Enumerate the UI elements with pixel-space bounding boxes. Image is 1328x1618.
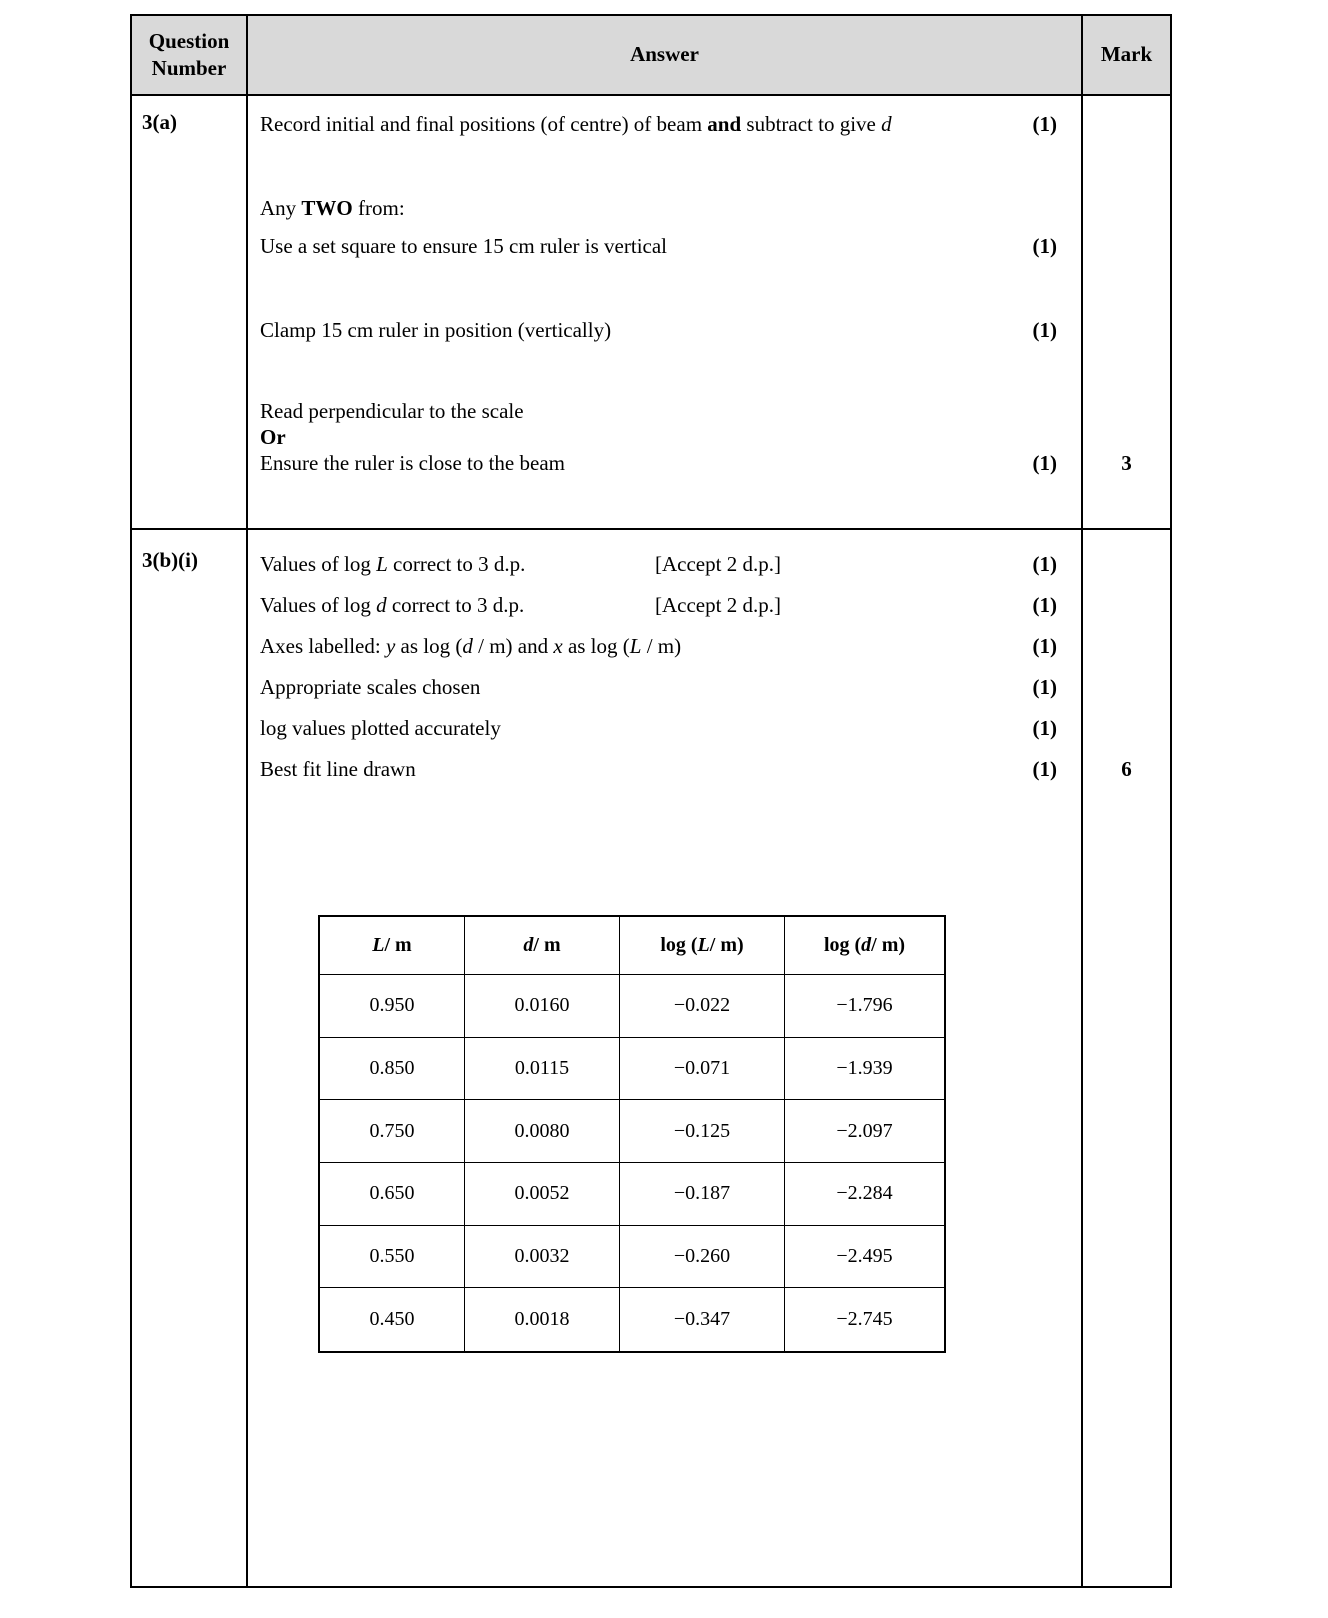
mark-indicator: (1) [1032,451,1057,475]
marking-point-text: Use a set square to ensure 15 cm ruler is vertical [260,234,668,258]
results-cell: −1.939 [785,1038,944,1101]
marking-point-text: Appropriate scales chosen [260,675,481,699]
question-number-3bi: 3(b)(i) [142,548,198,572]
results-header-d: d / m [465,917,620,975]
results-header-logd: log ( d / m) [785,917,944,975]
mark-total-3bi: 6 [1121,757,1132,781]
marking-point [260,593,1081,620]
marking-point-text: log values plotted accurately [260,716,501,740]
mark-indicator: (1) [1032,234,1057,258]
marking-point [260,196,1081,223]
results-cell: 0.0018 [465,1288,620,1351]
question-number-3a: 3(a) [142,110,177,134]
mark-total-3a: 3 [1121,451,1132,475]
results-cell: 0.0160 [465,975,620,1038]
mark-cell-3a [1083,96,1170,530]
mark-indicator: (1) [1032,634,1057,658]
marking-point-text: Axes labelled: y as log (d / m) and x as log (L / m) [260,634,682,658]
answer-cell-3a [248,96,1083,530]
results-table [318,915,946,1353]
mark-indicator: (1) [1032,112,1057,136]
marking-point [260,716,1081,743]
results-cell: −0.187 [620,1163,785,1226]
accept-note: [Accept 2 d.p.] [655,552,781,576]
results-cell: −0.125 [620,1100,785,1163]
results-cell: −0.347 [620,1288,785,1351]
mark-indicator: (1) [1032,757,1057,781]
results-cell: 0.450 [320,1288,465,1351]
answer-cell-3bi [248,530,1083,1586]
marking-point [260,757,1081,784]
results-header-L: L / m [320,917,465,975]
results-cell: 0.950 [320,975,465,1038]
mark-scheme-table [130,14,1172,1588]
mark-indicator: (1) [1032,716,1057,740]
marking-point-text: Any TWO from: [260,196,405,220]
mark-indicator: (1) [1032,675,1057,699]
column-header-mark: Mark [1083,16,1170,96]
accept-note: [Accept 2 d.p.] [655,593,781,617]
results-cell: 0.850 [320,1038,465,1101]
results-cell: −2.097 [785,1100,944,1163]
mark-indicator: (1) [1032,318,1057,342]
marking-point [260,451,1081,478]
mark-cell-3bi [1083,530,1170,1586]
column-header-answer: Answer [248,16,1083,96]
marking-point-text: Clamp 15 cm ruler in position (vertically) [260,318,612,342]
marking-point-text: Ensure the ruler is close to the beam [260,451,565,475]
results-cell: −0.071 [620,1038,785,1101]
results-cell: −2.745 [836,1308,893,1331]
question-cell-3a [132,96,248,530]
results-cell: 0.0052 [465,1163,620,1226]
results-cell: 0.650 [320,1163,465,1226]
marking-point-text: Record initial and final positions (of centre) of beam and subtract to give d [260,112,892,136]
question-cell-3bi [132,530,248,1586]
results-cell: 0.750 [320,1100,465,1163]
results-header-logL: log ( L / m) [620,917,785,975]
results-cell: −0.260 [620,1226,785,1289]
mark-indicator: (1) [1032,593,1057,617]
marking-point [260,399,1081,426]
marking-point [260,634,1081,661]
marking-point [260,234,1081,261]
marking-point-text: Read perpendicular to the scale [260,399,524,423]
results-cell: 0.550 [320,1226,465,1289]
results-cell: 0.0080 [465,1100,620,1163]
results-cell: −1.796 [785,975,944,1038]
marking-point [260,675,1081,702]
marking-point-text: Or [260,425,286,449]
results-cell: 0.0032 [465,1226,620,1289]
column-header-question-number: Question Number [132,16,248,96]
marking-point [260,425,1081,452]
marking-point-text: Best fit line drawn [260,757,416,781]
marking-point-text: Values of log L correct to 3 d.p. [260,552,526,576]
results-cell: −2.284 [785,1163,944,1226]
results-cell: −2.495 [785,1226,944,1289]
mark-indicator: (1) [1032,552,1057,576]
results-cell: 0.0115 [465,1038,620,1101]
marking-point [260,112,1081,139]
marking-point-text: Values of log d correct to 3 d.p. [260,593,525,617]
marking-point [260,318,1081,345]
marking-point [260,552,1081,579]
results-cell: −0.022 [620,975,785,1038]
